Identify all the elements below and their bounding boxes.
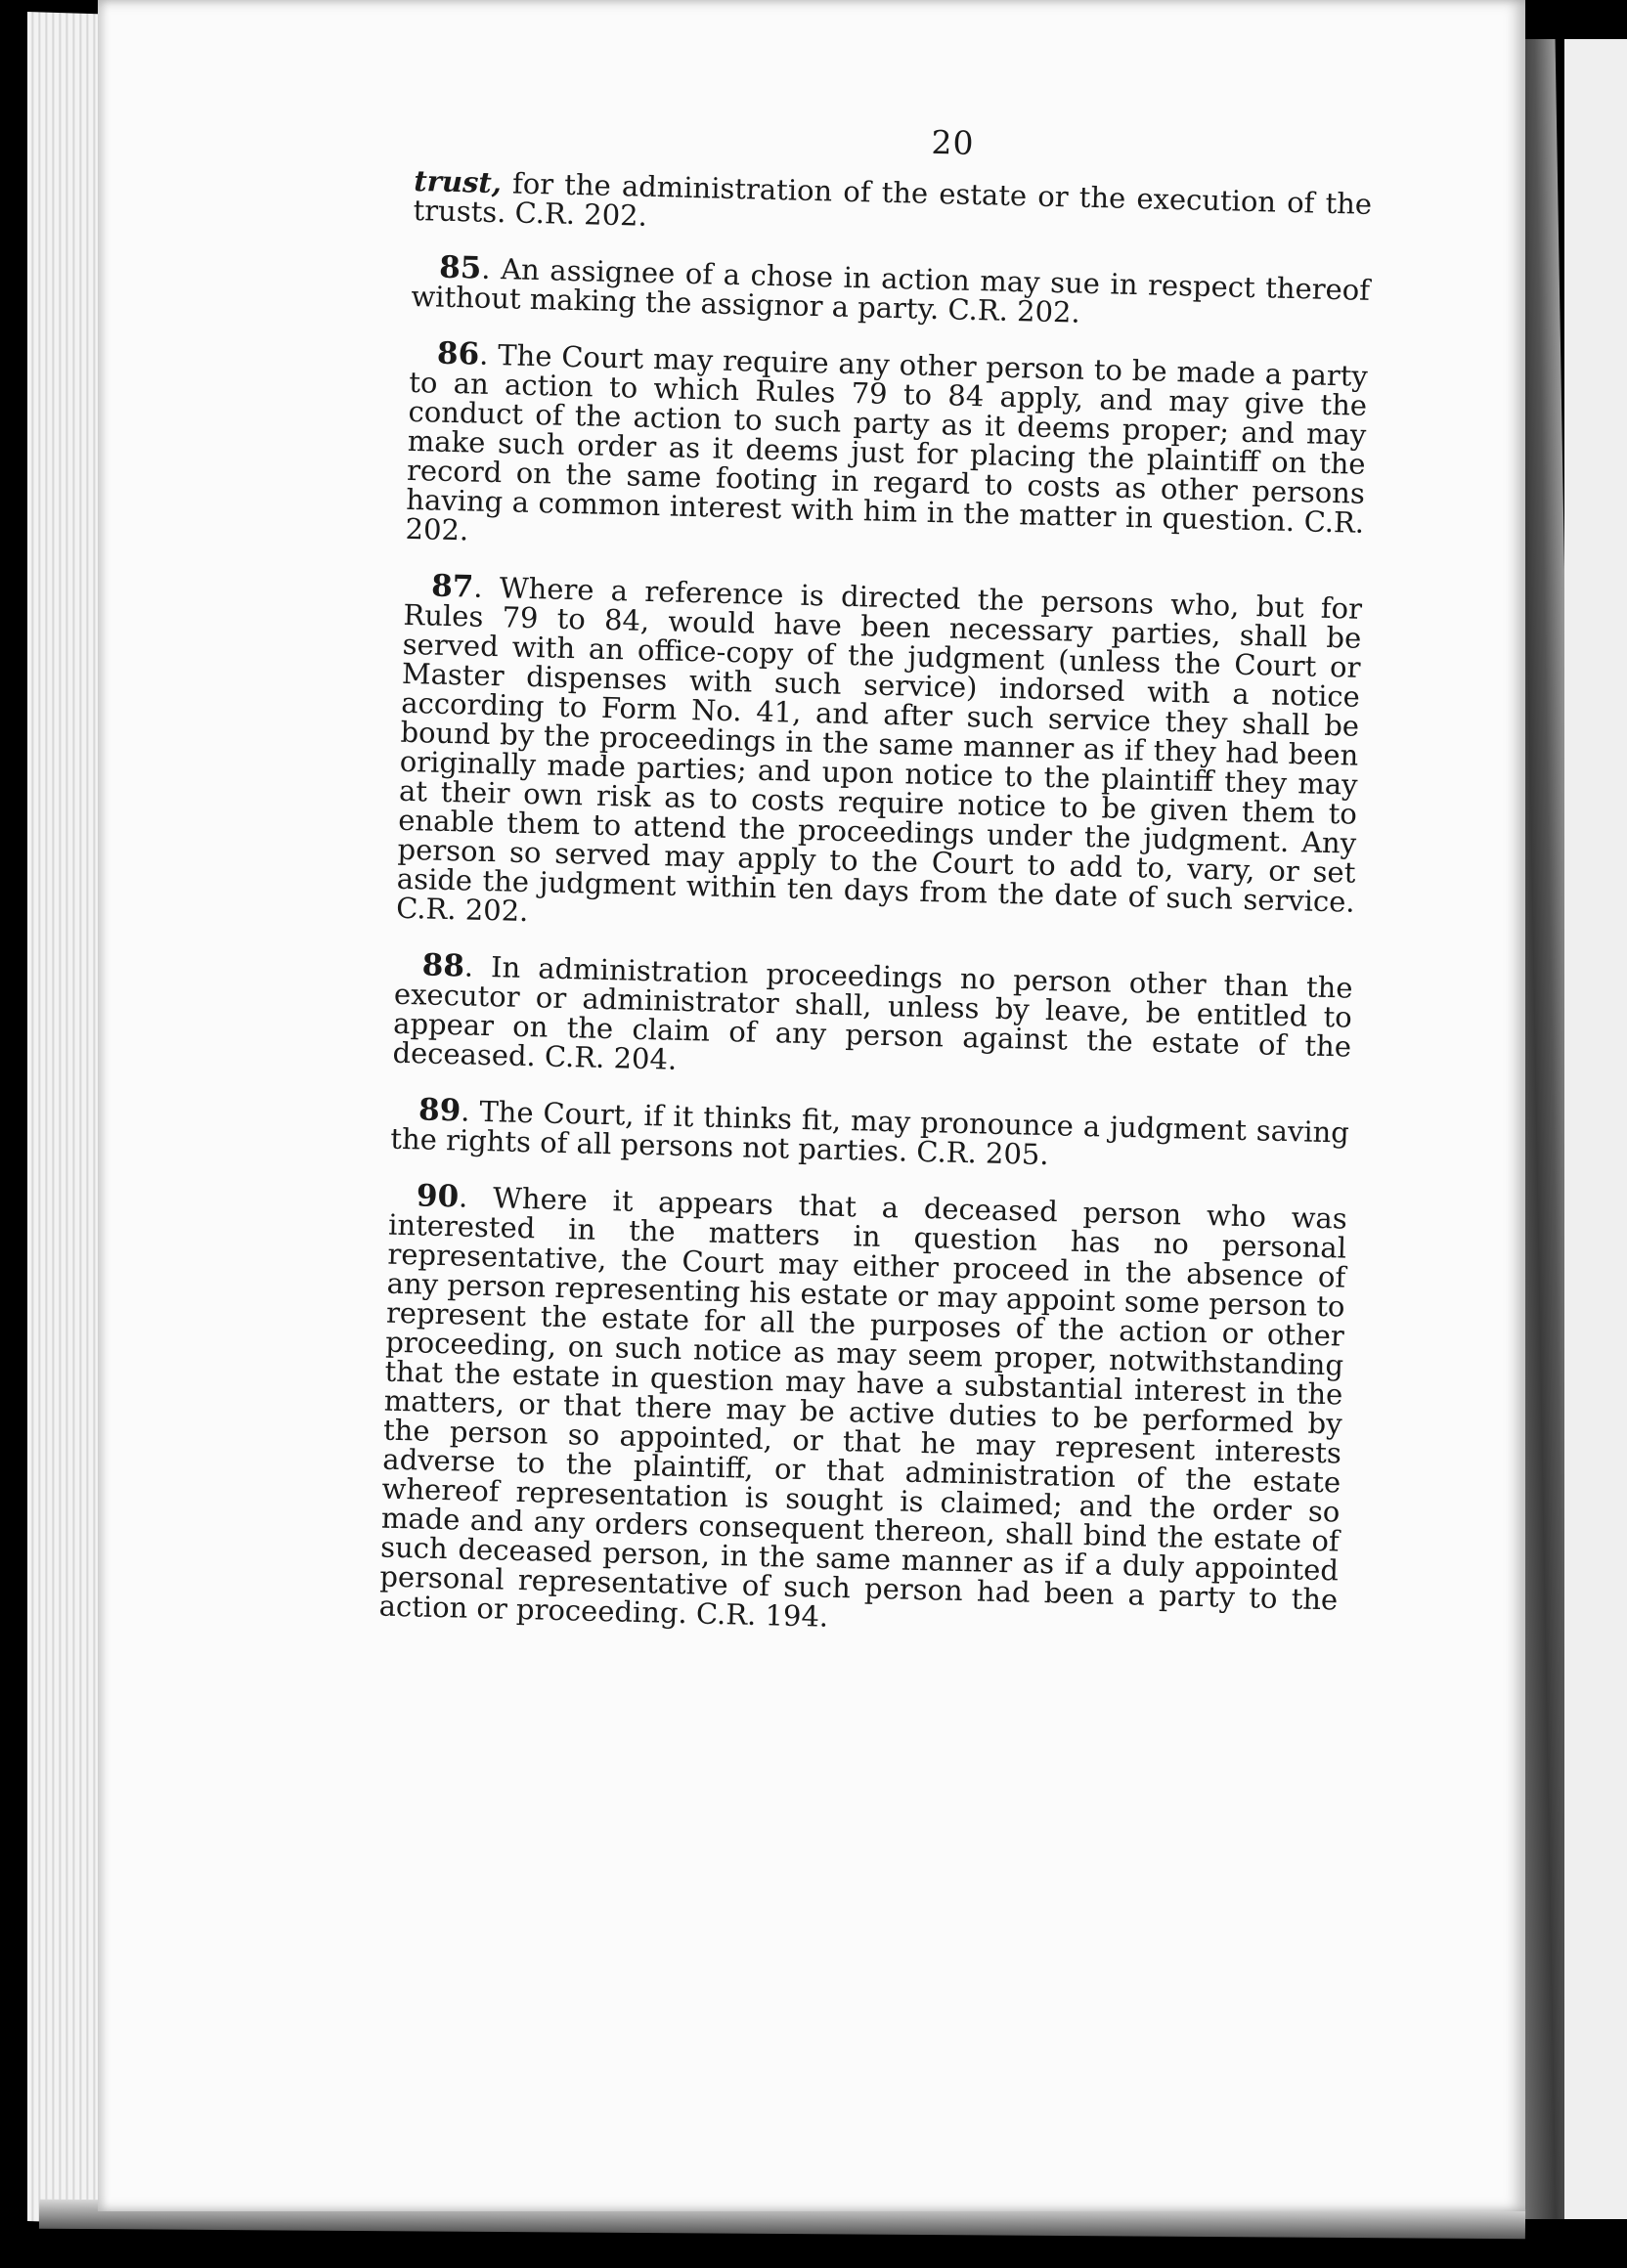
rule-number: 86 [436,335,480,372]
continuation-paragraph [413,163,1373,248]
rule-88: 88. In administration proceedings no person other than the executor or administrator shall, unless by leave, be entitled to appear on the claim of any person against the estate of the deceased. C.R. 204. [392,947,1353,1076]
rule-text: An assignee of a chose in action may sue in respect thereof without making the assignor a party. C.R. 202. [411,252,1371,329]
rule-85: 85. An assignee of a chose in action may sue in respect thereof without making the assignor a party. C.R. 202. [411,249,1371,329]
rule-text: The Court may require any other person to be made a party to an action to which Rules 79 to 84 apply, and may give the conduct of the action to such party as it deems proper; and may make such order as it deems just for placing the plaintiff on the record on the same footing in regard to costs as other persons having a common interest with him in the matter in question. C.R. 202. [405,338,1369,547]
rule-87: 87. Where a reference is directed the persons who, but for Rules 79 to 84, would have been necessary parties, shall be served with an office-copy of the judgment (unless the Court or Master dispenses with such service) indorsed with a notice according to Form No. 41, and after such service they shall be bound by the proceedings in the same manner as if they had been originally made parties; and upon notice to the plaintiff they may at their own risk as to costs require notice to be given them to enable them to attend the proceedings under the judgment. Any person so served may apply to the Court to add to, vary, or set aside the judgment within ten days from the date of such service. C.R. 202. [395,568,1363,929]
rule-text: Where a reference is directed the persons who, but for Rules 79 to 84, would have been necessary parties, shall be served with an office-copy of the judgment (unless the Court or Master dispenses with such service) indorsed with a notice according to Form No. 41, and after such service they shall be bound by the proceedings in the same manner as if they had been originally made parties; and upon notice to the plaintiff they may at their own risk as to costs require notice to be given them to enable them to attend the proceedings under the judgment. Any person so served may apply to the Court to add to, vary, or set aside the judgment within ten days from the date of such service. C.R. 202. [395,571,1363,929]
rule-text: Where it appears that a deceased person who was interested in the matters in question has no personal representative, the Court may either proceed in the absence of any person representing his estate or may appoint some person to represent the estate for all the purposes of the action or other proceeding, on such notice as may seem proper, notwithstanding that the estate in question may have a substantial interest in the matters, or that there may be active duties to be performed by the person so appointed, or that he may represent interests adverse to the plaintiff, or that administration of the estate whereof representation is sought is claimed; and the order so made and any orders consequent thereon, shall bind the estate of such deceased person, in the same manner as if a duly appointed personal representative of such person had been a party to the action or proceeding. C.R. 194. [378,1181,1348,1634]
rule-number: 90 [416,1178,460,1215]
adjacent-page [1564,39,1627,2219]
rule-text: The Court, if it thinks fit, may pronounce a judgment saving the rights of all persons not parties. C.R. 205. [390,1094,1350,1172]
rule-90: 90. Where it appears that a deceased person who was interested in the matters in question has no personal representative, the Court may either proceed in the absence of any person representing his estate or may appoint some person to represent the estate for all the purposes of the action or other proceeding, on such notice as may seem proper, notwithstanding that the estate in question may have a substantial interest in the matters, or that there may be active duties to be performed by the person so appointed, or that he may represent interests adverse to the plaintiff, or that administration of the estate whereof representation is sought is claimed; and the order so made and any orders consequent thereon, shall bind the estate of such deceased person, in the same manner as if a duly appointed personal representative of such person had been a party to the action or proceeding. C.R. 194. [378,1178,1348,1634]
rule-number: 89 [418,1092,462,1129]
rule-86: 86. The Court may require any other person to be made a party to an action to which Rules 79 to 84 apply, and may give the conduct of the action to such party as it deems proper; and may make such order as it deems just for placing the plaintiff on the record on the same footing in regard to costs as other persons having a common interest with him in the matter in question. C.R. 202. [405,335,1369,547]
page-text [378,115,1373,1643]
page-number: 20 [931,122,975,162]
rule-text: In administration proceedings no person other than the executor or administrator shall, unless by leave, be entitled to appear on the claim of any person against the estate of the deceased. C.R. 204. [392,950,1353,1076]
rule-number: 87 [430,568,474,605]
rule-89: 89. The Court, if it thinks fit, may pronounce a judgment saving the rights of all persons not parties. C.R. 205. [390,1092,1350,1172]
rule-number: 88 [421,947,465,984]
rule-number: 85 [438,249,482,286]
continuation-lead: trust, [413,163,503,200]
continuation-text: for the administration of the estate or the execution of the trusts. C.R. 202. [413,166,1373,233]
